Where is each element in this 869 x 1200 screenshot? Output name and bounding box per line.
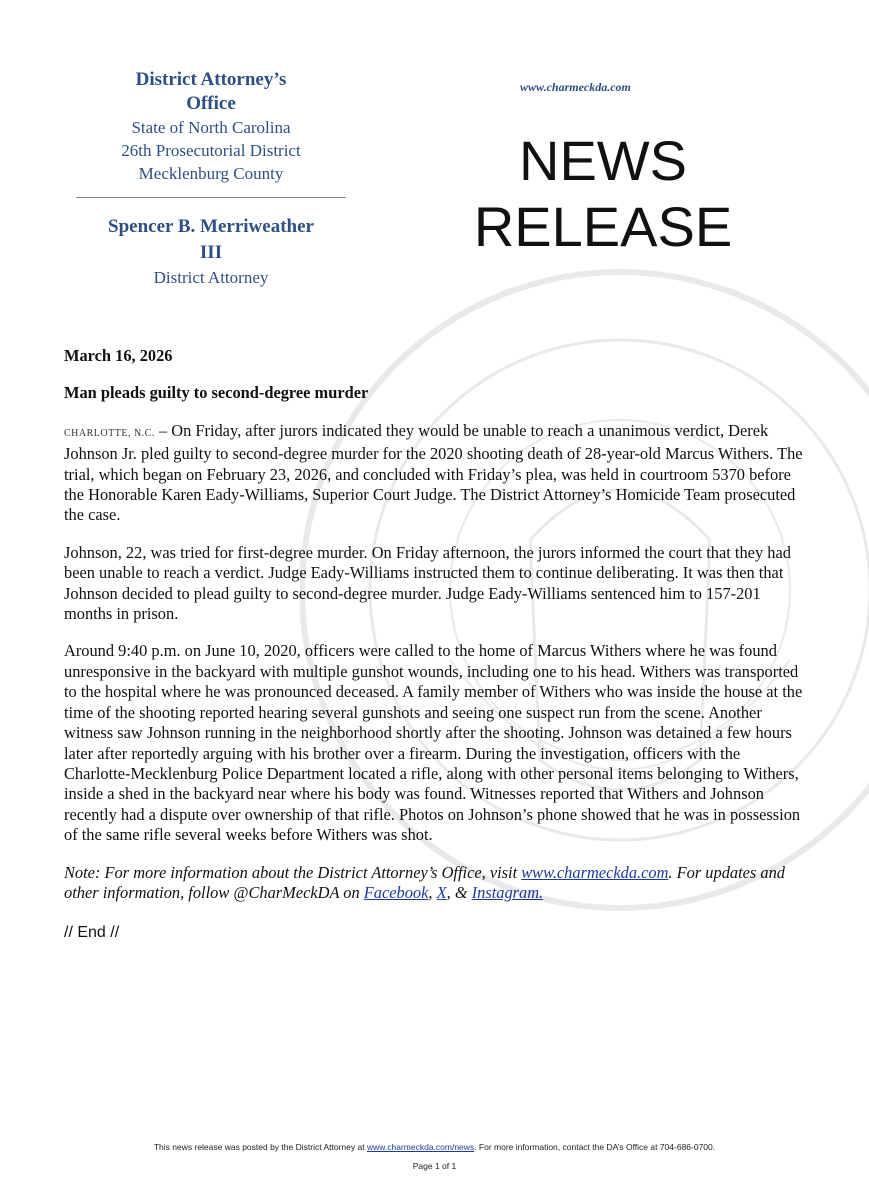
note-paragraph bbox=[64, 863, 804, 904]
footer-text-1: This news release was posted by the District Attorney at bbox=[153, 1142, 367, 1152]
note-text-2: . For updates and other information, follow @CharMeckDA on bbox=[64, 862, 785, 902]
office-county: Mecklenburg County bbox=[138, 164, 284, 183]
instagram-link[interactable]: Instagram. bbox=[471, 882, 544, 902]
note-sep-2: , & bbox=[446, 882, 472, 902]
paragraph-1-text: – On Friday, after jurors indicated they would be unable to reach a unanimous verdict, Derek Johnson Jr. pled guilty to second-degree murder for the 2020 shooting death of 28-year-old Marcus Withers. The trial, which began on February 23, 2026, and concluded with Friday’s plea, was held in courtroom 5370 before the Honorable Karen Eady-Williams, Superior Court Judge. The District Attorney’s Homicide Team prosecuted the case. bbox=[64, 420, 803, 525]
paragraph-3: Around 9:40 p.m. on June 10, 2020, officers were called to the home of Marcus Withers where he was found unresponsive in the backyard with multiple gunshot wounds, including one to his head. Withers was transported to the hospital where he was pronounced deceased. A family member of Withers who was inside the house at the time of the shooting reported hearing several gunshots and seeing one suspect run from the scene. Another witness saw Johnson running in the neighborhood shortly after the shooting. Johnson was detained a few hours later after reportedly arguing with his brother over a firearm. During the investigation, officers with the Charlotte-Mecklenburg Police Department located a rifle, along with other personal items belonging to Withers, inside a shed in the backyard near where his body was found. Witnesses reported that Withers and Johnson recently had a dispute over ownership of that rifle. Photos on Johnson’s phone showed that he was in possession of the same rifle several weeks before Withers was shot. bbox=[64, 641, 803, 845]
dateline: CHARLOTTE, N.C. bbox=[64, 427, 155, 439]
page-number: Page 1 of 1 bbox=[412, 1161, 457, 1171]
paragraph-1 bbox=[64, 421, 804, 526]
note-text-1: Note: For more information about the District Attorney’s Office, visit bbox=[64, 862, 522, 882]
page-footer bbox=[40, 1142, 829, 1152]
note-website-link[interactable]: www.charmeckda.com bbox=[521, 862, 669, 882]
note-sep-1: , bbox=[428, 882, 437, 902]
release-body bbox=[64, 346, 804, 944]
da-title: District Attorney bbox=[153, 268, 269, 287]
news-release-title bbox=[448, 128, 758, 260]
release-date: March 16, 2026 bbox=[64, 346, 173, 365]
office-header bbox=[66, 68, 356, 289]
release-word: RELEASE bbox=[473, 195, 733, 258]
website-link-header[interactable]: www.charmeckda.com bbox=[520, 80, 631, 94]
office-district: 26th Prosecutorial District bbox=[121, 141, 301, 160]
da-name-line1: Spencer B. Merriweather bbox=[108, 216, 314, 237]
x-link[interactable]: X bbox=[436, 882, 447, 902]
footer-news-link[interactable]: www.charmeckda.com/news bbox=[366, 1142, 475, 1152]
release-headline: Man pleads guilty to second-degree murder bbox=[64, 383, 369, 403]
office-title-line1: District Attorney’s bbox=[135, 69, 287, 90]
facebook-link[interactable]: Facebook bbox=[363, 882, 429, 902]
paragraph-2: Johnson, 22, was tried for first-degree murder. On Friday afternoon, the jurors informed the court that they had been unable to reach a verdict. Judge Eady-Williams instructed them to continue deliberating. It was then that Johnson decided to plead guilty to second-degree murder. Judge Eady-Williams sentenced him to 157-201 months in prison. bbox=[64, 542, 791, 624]
office-state: State of North Carolina bbox=[131, 118, 291, 137]
office-title-line2: Office bbox=[186, 93, 236, 114]
news-word: NEWS bbox=[519, 129, 687, 192]
header-divider bbox=[76, 197, 346, 198]
da-name-line2: III bbox=[199, 242, 223, 263]
footer-text-2: . For more information, contact the DA’s Office at 704-686-0700. bbox=[474, 1142, 716, 1152]
end-mark: // End // bbox=[64, 924, 120, 942]
